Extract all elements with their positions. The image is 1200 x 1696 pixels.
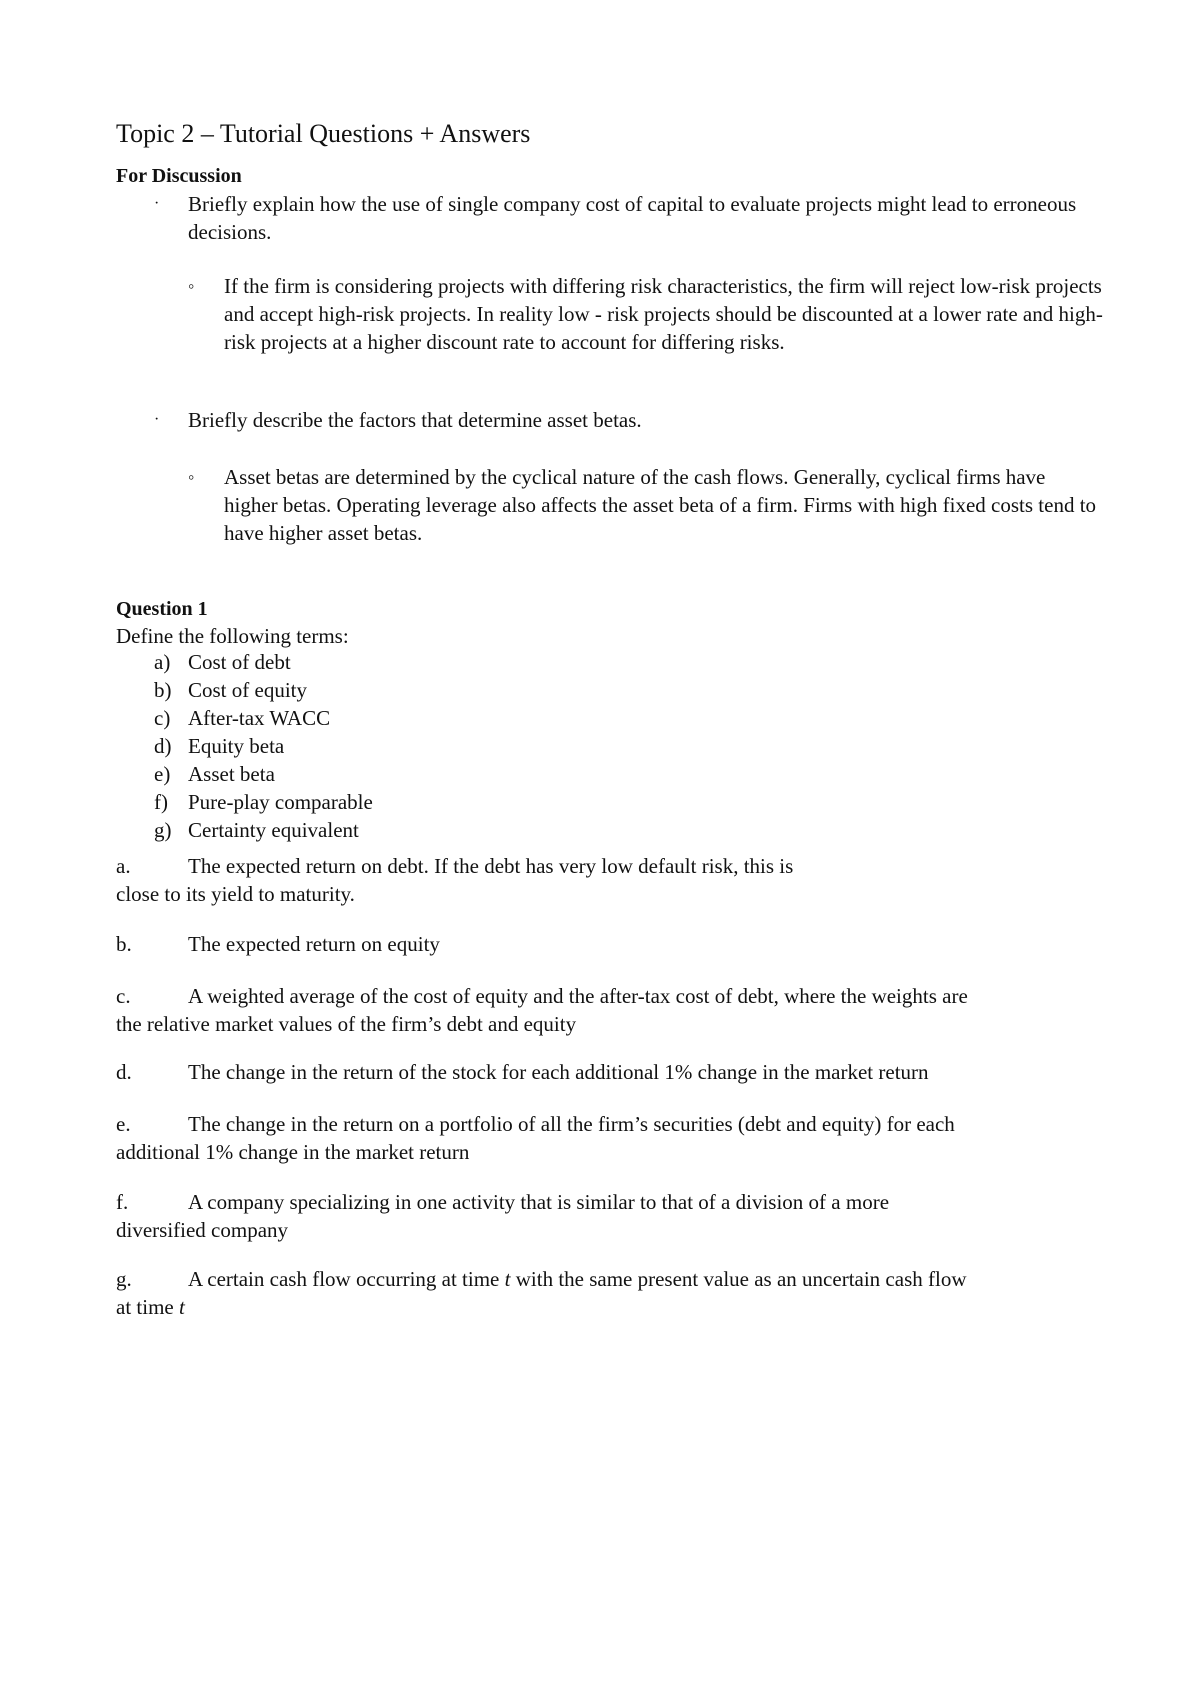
answer-text: A weighted average of the cost of equity and the after-tax cost of debt, where the weights are bbox=[188, 984, 968, 1008]
discussion-answer-text: Asset betas are determined by the cyclical nature of the cash flows. Generally, cyclical firms have higher betas. Operating leverage also affects the asset beta of a firm. Firms with high fixed costs tend to have higher asset betas. bbox=[224, 465, 1097, 545]
answer-variable: t bbox=[504, 1267, 511, 1291]
answer-label: e. bbox=[116, 1112, 131, 1136]
answer-text: The expected return on equity bbox=[188, 932, 440, 956]
answer-text: A certain cash flow occurring at time bbox=[188, 1267, 505, 1291]
answer-label: a. bbox=[116, 854, 131, 878]
term-label: f) bbox=[154, 790, 168, 814]
discussion-question-text: Briefly describe the factors that determine asset betas. bbox=[188, 408, 642, 432]
term-label: d) bbox=[154, 734, 172, 758]
answer-d bbox=[116, 1058, 1116, 1086]
term-label: g) bbox=[154, 818, 172, 842]
bullet-icon: · bbox=[154, 195, 160, 212]
sub-bullet-icon: ◦ bbox=[188, 467, 195, 487]
term-text: Equity beta bbox=[188, 734, 285, 758]
page-title: Topic 2 – Tutorial Questions + Answers bbox=[116, 119, 531, 148]
answer-text: with the same present value as an uncertain cash flow bbox=[510, 1267, 967, 1291]
answer-variable: t bbox=[178, 1295, 185, 1319]
answer-a bbox=[116, 852, 1116, 908]
answer-b bbox=[116, 930, 1116, 958]
discussion-heading: For Discussion bbox=[116, 165, 242, 187]
answer-f bbox=[116, 1188, 1116, 1244]
term-text: Cost of equity bbox=[188, 678, 307, 702]
discussion-answer-2 bbox=[116, 463, 1106, 547]
answer-c bbox=[116, 982, 1116, 1038]
answer-text: The change in the return of the stock for each additional 1% change in the market return bbox=[188, 1060, 929, 1084]
answer-text-continued: the relative market values of the firm’s debt and equity bbox=[116, 1012, 577, 1036]
answer-text-continued: diversified company bbox=[116, 1218, 289, 1242]
discussion-answer-1 bbox=[116, 272, 1106, 356]
term-label: b) bbox=[154, 678, 172, 702]
term-label: c) bbox=[154, 706, 171, 730]
term-text: Asset beta bbox=[188, 762, 275, 786]
question-1-heading: Question 1 bbox=[116, 598, 208, 620]
answer-text-continued bbox=[116, 1293, 1116, 1321]
term-label: a) bbox=[154, 650, 171, 674]
answer-label: d. bbox=[116, 1060, 132, 1084]
answer-g bbox=[116, 1265, 1116, 1321]
term-text: After-tax WACC bbox=[188, 706, 331, 730]
answer-text: at time bbox=[116, 1295, 179, 1319]
discussion-question-1 bbox=[116, 190, 1106, 246]
term-text: Pure-play comparable bbox=[188, 790, 373, 814]
question-1-prompt: Define the following terms: bbox=[116, 624, 349, 648]
answer-label: c. bbox=[116, 984, 131, 1008]
discussion-answer-text: If the firm is considering projects with differing risk characteristics, the firm will reject low-risk projects and accept high-risk projects. In reality low - risk projects should be discounted at a lower rate and high-risk projects at a higher discount rate to account for differing risks. bbox=[224, 274, 1103, 354]
answer-label: f. bbox=[116, 1190, 129, 1214]
answer-label: b. bbox=[116, 932, 132, 956]
answer-text-continued: close to its yield to maturity. bbox=[116, 882, 355, 906]
term-text: Certainty equivalent bbox=[188, 818, 359, 842]
bullet-icon: · bbox=[154, 411, 160, 428]
term-text: Cost of debt bbox=[188, 650, 291, 674]
answer-text-continued: additional 1% change in the market return bbox=[116, 1140, 470, 1164]
answer-e bbox=[116, 1110, 1116, 1166]
answer-text: The change in the return on a portfolio of all the firm’s securities (debt and equity) for each bbox=[188, 1112, 955, 1136]
answer-text: The expected return on debt. If the debt has very low default risk, this is bbox=[188, 854, 794, 878]
sub-bullet-icon: ◦ bbox=[188, 276, 195, 296]
term-label: e) bbox=[154, 762, 171, 786]
answer-text: A company specializing in one activity that is similar to that of a division of a more bbox=[188, 1190, 890, 1214]
discussion-question-text: Briefly explain how the use of single company cost of capital to evaluate projects might lead to erroneous decisions. bbox=[188, 192, 1077, 244]
answer-label: g. bbox=[116, 1267, 132, 1291]
discussion-question-2 bbox=[116, 406, 1106, 434]
